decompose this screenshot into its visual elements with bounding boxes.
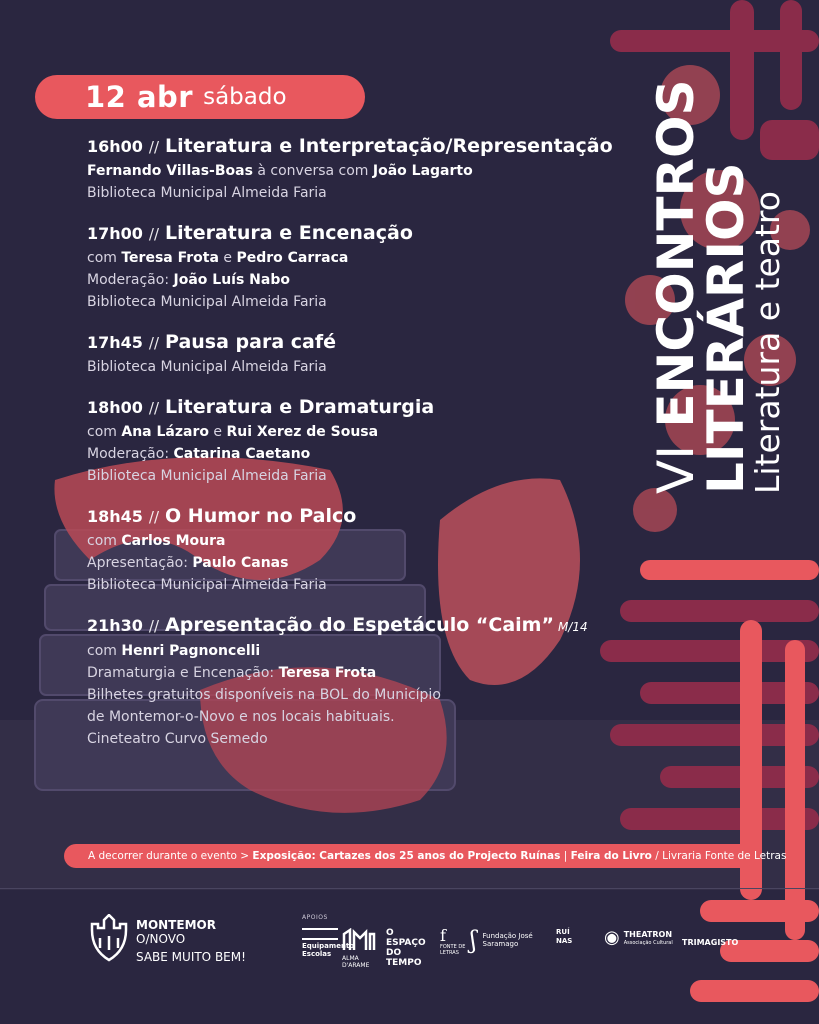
event-text: Apresentação:	[87, 555, 193, 571]
event-separator: //	[148, 138, 160, 156]
event-detail-line	[87, 684, 647, 706]
event-text: Bilhetes gratuitos disponíveis na BOL do Município	[87, 687, 441, 703]
sponsor-fonte-label: FONTE DE LETRAS	[440, 944, 466, 956]
event-text: Moderação:	[87, 446, 174, 462]
event-detail-line	[87, 706, 647, 728]
footer-divider	[0, 888, 819, 889]
event-title: Apresentação do Espetáculo “Caim”	[165, 614, 554, 636]
event-detail-line	[87, 574, 647, 596]
castle-icon	[88, 914, 130, 962]
sponsor-fundacao-saramago	[470, 928, 550, 952]
sponsor-ruinas-label: RUÍNAS	[556, 928, 573, 945]
event-detail-line	[87, 552, 647, 574]
event-detail-line	[87, 247, 647, 269]
sponsor-theatron	[604, 928, 684, 948]
event-separator: //	[148, 617, 160, 635]
event-text: com	[87, 533, 122, 549]
event-person: Fernando Villas-Boas	[87, 163, 253, 179]
banner-sep: |	[560, 850, 571, 862]
event-person: Ana Lázaro	[121, 424, 209, 440]
event-text: com	[87, 250, 122, 266]
event-text: Cineteatro Curvo Semedo	[87, 731, 268, 747]
event-text: Biblioteca Municipal Almeida Faria	[87, 185, 327, 201]
event-text: Biblioteca Municipal Almeida Faria	[87, 468, 327, 484]
event-detail-line	[87, 662, 647, 684]
theatron-masks-icon: ◉	[604, 927, 620, 948]
event-text: e	[218, 250, 237, 266]
event-person: Pedro Carraca	[236, 250, 349, 266]
event-person: João Lagarto	[372, 163, 473, 179]
event-detail-line	[87, 291, 647, 313]
date-pill	[35, 75, 365, 119]
event-detail-line	[87, 160, 647, 182]
event-text: Biblioteca Municipal Almeida Faria	[87, 294, 327, 310]
event-person: Carlos Moura	[121, 533, 226, 549]
event-text: Dramaturgia e Encenação:	[87, 665, 279, 681]
title-line2: LITERÁRIOS	[697, 162, 755, 494]
fonte-f-icon: f	[440, 926, 446, 945]
event-person: Rui Xerez de Sousa	[226, 424, 379, 440]
event-text: Biblioteca Municipal Almeida Faria	[87, 359, 327, 375]
sponsor-saramago-label: Fundação José Saramago	[482, 932, 533, 948]
event-detail-line	[87, 728, 647, 750]
event-title: Literatura e Encenação	[165, 222, 413, 244]
event-heading	[87, 503, 647, 530]
event-heading	[87, 612, 647, 640]
event-detail-line	[87, 465, 647, 487]
event-detail-line	[87, 421, 647, 443]
title-line1: ENCONTROS	[647, 79, 705, 428]
event-time: 17h45	[87, 333, 143, 352]
event-heading	[87, 329, 647, 356]
event-banner	[64, 844, 787, 868]
event-detail-line	[87, 530, 647, 552]
event-text: Moderação:	[87, 272, 174, 288]
saramago-f-icon: ʃ	[470, 926, 477, 954]
event-text: com	[87, 424, 122, 440]
sponsor-fonte-letras	[440, 928, 468, 956]
event-title: O Humor no Palco	[165, 505, 357, 527]
sponsor-ruinas	[556, 928, 588, 946]
event-person: Paulo Canas	[192, 555, 289, 571]
event-text: Biblioteca Municipal Almeida Faria	[87, 577, 327, 593]
program-list	[87, 133, 647, 766]
event-separator: //	[148, 399, 160, 417]
banner-lead: A decorrer durante o evento >	[88, 850, 253, 862]
event-heading	[87, 394, 647, 421]
banner-slash: /	[651, 850, 663, 862]
event-text: com	[87, 643, 122, 659]
banner-place: Livraria Fonte de Letras	[662, 850, 787, 862]
event-person: Teresa Frota	[278, 665, 377, 681]
event-detail-line	[87, 443, 647, 465]
sponsor-alma-darame	[342, 928, 378, 969]
banner-expo: Exposição: Cartazes dos 25 anos do Projecto Ruínas	[252, 850, 561, 862]
event-item	[87, 394, 647, 487]
event-item	[87, 329, 647, 378]
event-person: Teresa Frota	[121, 250, 219, 266]
sponsor-espaco-label: O ESPAÇO DO TEMPO	[386, 928, 426, 968]
event-item	[87, 133, 647, 204]
sponsor-theatron-label: THEATRON	[623, 930, 673, 939]
event-item	[87, 503, 647, 596]
logo-line1: MONTEMOR	[136, 918, 216, 932]
event-separator: //	[148, 508, 160, 526]
vertical-title	[647, 79, 800, 894]
event-text: à conversa com	[252, 163, 373, 179]
event-item	[87, 220, 647, 313]
event-time: 21h30	[87, 616, 143, 635]
title-numeral: VI	[647, 445, 705, 494]
event-text: de Montemor-o-Novo e nos locais habituais.	[87, 709, 395, 725]
age-rating: M/14	[557, 620, 588, 634]
sponsor-espaco-tempo	[386, 928, 436, 968]
event-time: 17h00	[87, 224, 143, 243]
event-person: Henri Pagnoncelli	[121, 643, 261, 659]
event-time: 16h00	[87, 137, 143, 156]
event-time: 18h45	[87, 507, 143, 526]
event-separator: //	[148, 225, 160, 243]
event-detail-line	[87, 640, 647, 662]
logo-line3: SABE MUITO BEM!	[136, 950, 246, 964]
date-weekday: sábado	[203, 84, 287, 110]
sponsor-trimagisto-label: TRIMAGISTO	[682, 938, 739, 947]
event-detail-line	[87, 182, 647, 204]
logo-line2: O/NOVO	[136, 932, 186, 946]
date-main: 12 abr	[85, 80, 194, 114]
event-person: Catarina Caetano	[173, 446, 311, 462]
apoios-label: APOIOS	[302, 914, 328, 921]
sponsor-theatron-sub: Associação Cultural	[623, 940, 673, 946]
banner-feira: Feira do Livro	[570, 850, 652, 862]
event-title: Literatura e Interpretação/Representação	[165, 135, 613, 157]
event-time: 18h00	[87, 398, 143, 417]
event-heading	[87, 220, 647, 247]
alma-logo-icon	[342, 928, 376, 952]
event-text: e	[208, 424, 227, 440]
event-heading	[87, 133, 647, 160]
sponsor-equipamento-escolas	[302, 928, 355, 958]
sponsor-alma-label: ALMA D'ARAME	[342, 955, 370, 969]
sponsor-trimagisto	[682, 938, 742, 948]
montemor-logo	[88, 912, 258, 968]
event-separator: //	[148, 334, 160, 352]
event-title: Pausa para café	[165, 331, 337, 353]
event-detail-line	[87, 356, 647, 378]
event-title: Literatura e Dramaturgia	[165, 396, 435, 418]
event-person: João Luís Nabo	[173, 272, 290, 288]
sponsor-equip-label: Equipamento Escolas	[302, 942, 355, 958]
event-item	[87, 612, 647, 750]
title-subtitle: Literatura e teatro	[748, 191, 787, 494]
event-detail-line	[87, 269, 647, 291]
